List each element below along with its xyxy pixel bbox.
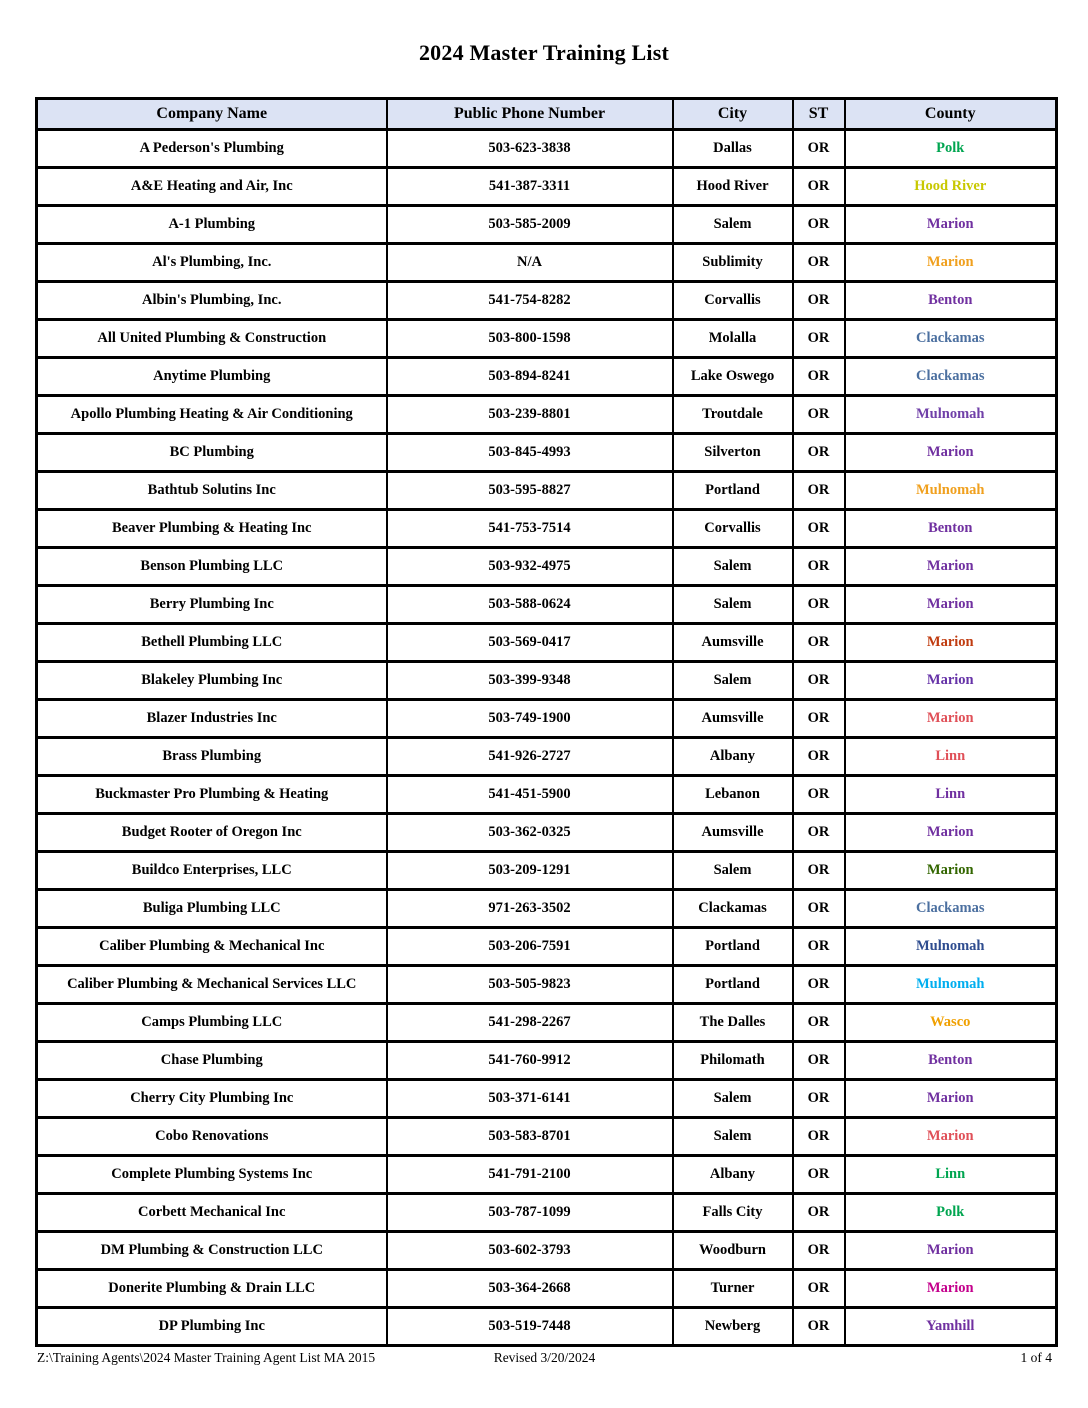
cell-county: Marion (845, 662, 1057, 700)
cell-company-name: Benson Plumbing LLC (37, 548, 387, 586)
cell-phone-number: 503-932-4975 (387, 548, 673, 586)
table-row (37, 1194, 1057, 1232)
cell-company-name: Apollo Plumbing Heating & Air Conditioning (37, 396, 387, 434)
cell-county: Mulnomah (845, 472, 1057, 510)
cell-company-name: Bethell Plumbing LLC (37, 624, 387, 662)
cell-state: OR (793, 1042, 845, 1080)
cell-city: Aumsville (673, 624, 793, 662)
cell-city: Salem (673, 586, 793, 624)
cell-phone-number: 541-387-3311 (387, 168, 673, 206)
footer-page-number: 1 of 4 (1020, 1350, 1052, 1365)
table-row (37, 966, 1057, 1004)
table-row (37, 776, 1057, 814)
cell-state: OR (793, 1004, 845, 1042)
cell-county: Polk (845, 1194, 1057, 1232)
cell-state: OR (793, 472, 845, 510)
cell-phone-number: 503-894-8241 (387, 358, 673, 396)
cell-county: Marion (845, 1118, 1057, 1156)
cell-county: Benton (845, 282, 1057, 320)
cell-state: OR (793, 1118, 845, 1156)
training-list-table (35, 97, 1058, 1347)
cell-city: Corvallis (673, 510, 793, 548)
cell-county: Marion (845, 586, 1057, 624)
cell-city: Salem (673, 1080, 793, 1118)
cell-county: Benton (845, 1042, 1057, 1080)
table-row (37, 662, 1057, 700)
cell-state: OR (793, 738, 845, 776)
cell-company-name: Complete Plumbing Systems Inc (37, 1156, 387, 1194)
table-row (37, 738, 1057, 776)
cell-company-name: Beaver Plumbing & Heating Inc (37, 510, 387, 548)
cell-county: Marion (845, 244, 1057, 282)
cell-company-name: Donerite Plumbing & Drain LLC (37, 1270, 387, 1308)
cell-state: OR (793, 1308, 845, 1346)
cell-city: Portland (673, 966, 793, 1004)
table-row (37, 168, 1057, 206)
cell-company-name: Anytime Plumbing (37, 358, 387, 396)
table-row (37, 510, 1057, 548)
table-row (37, 282, 1057, 320)
cell-state: OR (793, 282, 845, 320)
cell-phone-number: 541-754-8282 (387, 282, 673, 320)
cell-company-name: Cobo Renovations (37, 1118, 387, 1156)
cell-phone-number: 503-519-7448 (387, 1308, 673, 1346)
cell-state: OR (793, 928, 845, 966)
cell-city: Sublimity (673, 244, 793, 282)
cell-county: Marion (845, 624, 1057, 662)
cell-state: OR (793, 548, 845, 586)
cell-company-name: Camps Plumbing LLC (37, 1004, 387, 1042)
cell-city: The Dalles (673, 1004, 793, 1042)
cell-state: OR (793, 1156, 845, 1194)
cell-phone-number: 503-588-0624 (387, 586, 673, 624)
cell-state: OR (793, 966, 845, 1004)
cell-city: Aumsville (673, 814, 793, 852)
cell-county: Benton (845, 510, 1057, 548)
cell-phone-number: 503-595-8827 (387, 472, 673, 510)
cell-state: OR (793, 662, 845, 700)
cell-state: OR (793, 510, 845, 548)
cell-state: OR (793, 776, 845, 814)
table-header (37, 99, 1057, 130)
cell-phone-number: 541-791-2100 (387, 1156, 673, 1194)
cell-county: Clackamas (845, 320, 1057, 358)
cell-phone-number: 503-399-9348 (387, 662, 673, 700)
table-row (37, 814, 1057, 852)
cell-county: Linn (845, 738, 1057, 776)
cell-county: Mulnomah (845, 396, 1057, 434)
cell-state: OR (793, 1080, 845, 1118)
cell-state: OR (793, 624, 845, 662)
header-public-phone: Public Phone Number (387, 99, 673, 130)
cell-city: Corvallis (673, 282, 793, 320)
cell-county: Mulnomah (845, 928, 1057, 966)
table-row (37, 1232, 1057, 1270)
cell-county: Marion (845, 206, 1057, 244)
header-row (37, 99, 1057, 130)
cell-county: Clackamas (845, 890, 1057, 928)
header-city: City (673, 99, 793, 130)
cell-phone-number: 503-505-9823 (387, 966, 673, 1004)
cell-phone-number: 503-209-1291 (387, 852, 673, 890)
cell-state: OR (793, 890, 845, 928)
page-title: 2024 Master Training List (418, 40, 670, 65)
cell-county: Marion (845, 1232, 1057, 1270)
cell-phone-number: 503-585-2009 (387, 206, 673, 244)
cell-county: Linn (845, 1156, 1057, 1194)
cell-company-name: Buildco Enterprises, LLC (37, 852, 387, 890)
table-body (37, 130, 1057, 1346)
table-row (37, 320, 1057, 358)
table-row (37, 1308, 1057, 1346)
cell-company-name: Bathtub Solutins Inc (37, 472, 387, 510)
cell-phone-number: 503-623-3838 (387, 130, 673, 168)
cell-company-name: All United Plumbing & Construction (37, 320, 387, 358)
cell-city: Salem (673, 852, 793, 890)
header-county: County (845, 99, 1057, 130)
cell-phone-number: 503-749-1900 (387, 700, 673, 738)
cell-phone-number: 503-845-4993 (387, 434, 673, 472)
cell-phone-number: 503-800-1598 (387, 320, 673, 358)
cell-company-name: Brass Plumbing (37, 738, 387, 776)
cell-company-name: A Pederson's Plumbing (37, 130, 387, 168)
cell-state: OR (793, 206, 845, 244)
cell-company-name: Cherry City Plumbing Inc (37, 1080, 387, 1118)
cell-phone-number: 541-753-7514 (387, 510, 673, 548)
table-row (37, 624, 1057, 662)
table-row (37, 396, 1057, 434)
cell-company-name: Al's Plumbing, Inc. (37, 244, 387, 282)
cell-state: OR (793, 586, 845, 624)
cell-county: Marion (845, 548, 1057, 586)
cell-city: Hood River (673, 168, 793, 206)
cell-phone-number: 503-239-8801 (387, 396, 673, 434)
cell-state: OR (793, 358, 845, 396)
cell-city: Albany (673, 1156, 793, 1194)
cell-phone-number: N/A (387, 244, 673, 282)
cell-company-name: Budget Rooter of Oregon Inc (37, 814, 387, 852)
cell-city: Silverton (673, 434, 793, 472)
cell-state: OR (793, 130, 845, 168)
cell-city: Clackamas (673, 890, 793, 928)
cell-state: OR (793, 396, 845, 434)
cell-county: Marion (845, 814, 1057, 852)
table-row (37, 1080, 1057, 1118)
table-row (37, 890, 1057, 928)
table-row (37, 1156, 1057, 1194)
cell-city: Woodburn (673, 1232, 793, 1270)
footer-file-path: Z:\Training Agents\2024 Master Training Agent List MA 2015 (37, 1350, 376, 1365)
cell-phone-number: 503-583-8701 (387, 1118, 673, 1156)
cell-company-name: DM Plumbing & Construction LLC (37, 1232, 387, 1270)
cell-company-name: Blazer Industries Inc (37, 700, 387, 738)
cell-phone-number: 503-602-3793 (387, 1232, 673, 1270)
cell-state: OR (793, 1232, 845, 1270)
cell-city: Salem (673, 548, 793, 586)
cell-city: Portland (673, 928, 793, 966)
cell-city: Newberg (673, 1308, 793, 1346)
cell-city: Molalla (673, 320, 793, 358)
cell-company-name: Corbett Mechanical Inc (37, 1194, 387, 1232)
cell-city: Lebanon (673, 776, 793, 814)
table-row (37, 358, 1057, 396)
cell-company-name: Buckmaster Pro Plumbing & Heating (37, 776, 387, 814)
cell-city: Falls City (673, 1194, 793, 1232)
cell-city: Troutdale (673, 396, 793, 434)
cell-company-name: A-1 Plumbing (37, 206, 387, 244)
cell-phone-number: 541-926-2727 (387, 738, 673, 776)
cell-state: OR (793, 852, 845, 890)
cell-company-name: Caliber Plumbing & Mechanical Inc (37, 928, 387, 966)
cell-state: OR (793, 244, 845, 282)
header-state: ST (793, 99, 845, 130)
cell-city: Salem (673, 1118, 793, 1156)
table-row (37, 852, 1057, 890)
table-row (37, 1042, 1057, 1080)
cell-phone-number: 503-362-0325 (387, 814, 673, 852)
cell-city: Philomath (673, 1042, 793, 1080)
cell-state: OR (793, 168, 845, 206)
cell-state: OR (793, 1194, 845, 1232)
cell-company-name: Caliber Plumbing & Mechanical Services LLC (37, 966, 387, 1004)
cell-county: Clackamas (845, 358, 1057, 396)
cell-phone-number: 503-364-2668 (387, 1270, 673, 1308)
cell-state: OR (793, 320, 845, 358)
cell-city: Dallas (673, 130, 793, 168)
table-row (37, 472, 1057, 510)
cell-phone-number: 503-569-0417 (387, 624, 673, 662)
table-row (37, 1004, 1057, 1042)
cell-city: Lake Oswego (673, 358, 793, 396)
table-row (37, 586, 1057, 624)
cell-company-name: Albin's Plumbing, Inc. (37, 282, 387, 320)
table-row (37, 1118, 1057, 1156)
table-row (37, 130, 1057, 168)
cell-company-name: Berry Plumbing Inc (37, 586, 387, 624)
cell-county: Mulnomah (845, 966, 1057, 1004)
cell-county: Marion (845, 434, 1057, 472)
cell-company-name: Chase Plumbing (37, 1042, 387, 1080)
cell-city: Aumsville (673, 700, 793, 738)
cell-county: Marion (845, 1080, 1057, 1118)
cell-company-name: DP Plumbing Inc (37, 1308, 387, 1346)
cell-company-name: Buliga Plumbing LLC (37, 890, 387, 928)
cell-county: Marion (845, 700, 1057, 738)
cell-state: OR (793, 814, 845, 852)
cell-county: Hood River (845, 168, 1057, 206)
table-row (37, 928, 1057, 966)
cell-company-name: Blakeley Plumbing Inc (37, 662, 387, 700)
table-row (37, 206, 1057, 244)
cell-phone-number: 503-371-6141 (387, 1080, 673, 1118)
cell-county: Wasco (845, 1004, 1057, 1042)
table-row (37, 244, 1057, 282)
footer-revised-date: Revised 3/20/2024 (493, 1350, 596, 1365)
cell-county: Yamhill (845, 1308, 1057, 1346)
cell-company-name: A&E Heating and Air, Inc (37, 168, 387, 206)
cell-county: Polk (845, 130, 1057, 168)
cell-city: Turner (673, 1270, 793, 1308)
cell-city: Salem (673, 662, 793, 700)
cell-phone-number: 503-206-7591 (387, 928, 673, 966)
header-company-name: Company Name (37, 99, 387, 130)
cell-state: OR (793, 1270, 845, 1308)
cell-county: Marion (845, 1270, 1057, 1308)
cell-state: OR (793, 434, 845, 472)
cell-county: Linn (845, 776, 1057, 814)
cell-city: Portland (673, 472, 793, 510)
table-row (37, 700, 1057, 738)
table-row (37, 434, 1057, 472)
cell-city: Albany (673, 738, 793, 776)
table-row (37, 1270, 1057, 1308)
cell-phone-number: 541-451-5900 (387, 776, 673, 814)
cell-company-name: BC Plumbing (37, 434, 387, 472)
cell-phone-number: 503-787-1099 (387, 1194, 673, 1232)
table-row (37, 548, 1057, 586)
cell-phone-number: 971-263-3502 (387, 890, 673, 928)
page-footer (37, 1350, 1052, 1366)
cell-phone-number: 541-760-9912 (387, 1042, 673, 1080)
cell-county: Marion (845, 852, 1057, 890)
cell-phone-number: 541-298-2267 (387, 1004, 673, 1042)
cell-city: Salem (673, 206, 793, 244)
cell-state: OR (793, 700, 845, 738)
